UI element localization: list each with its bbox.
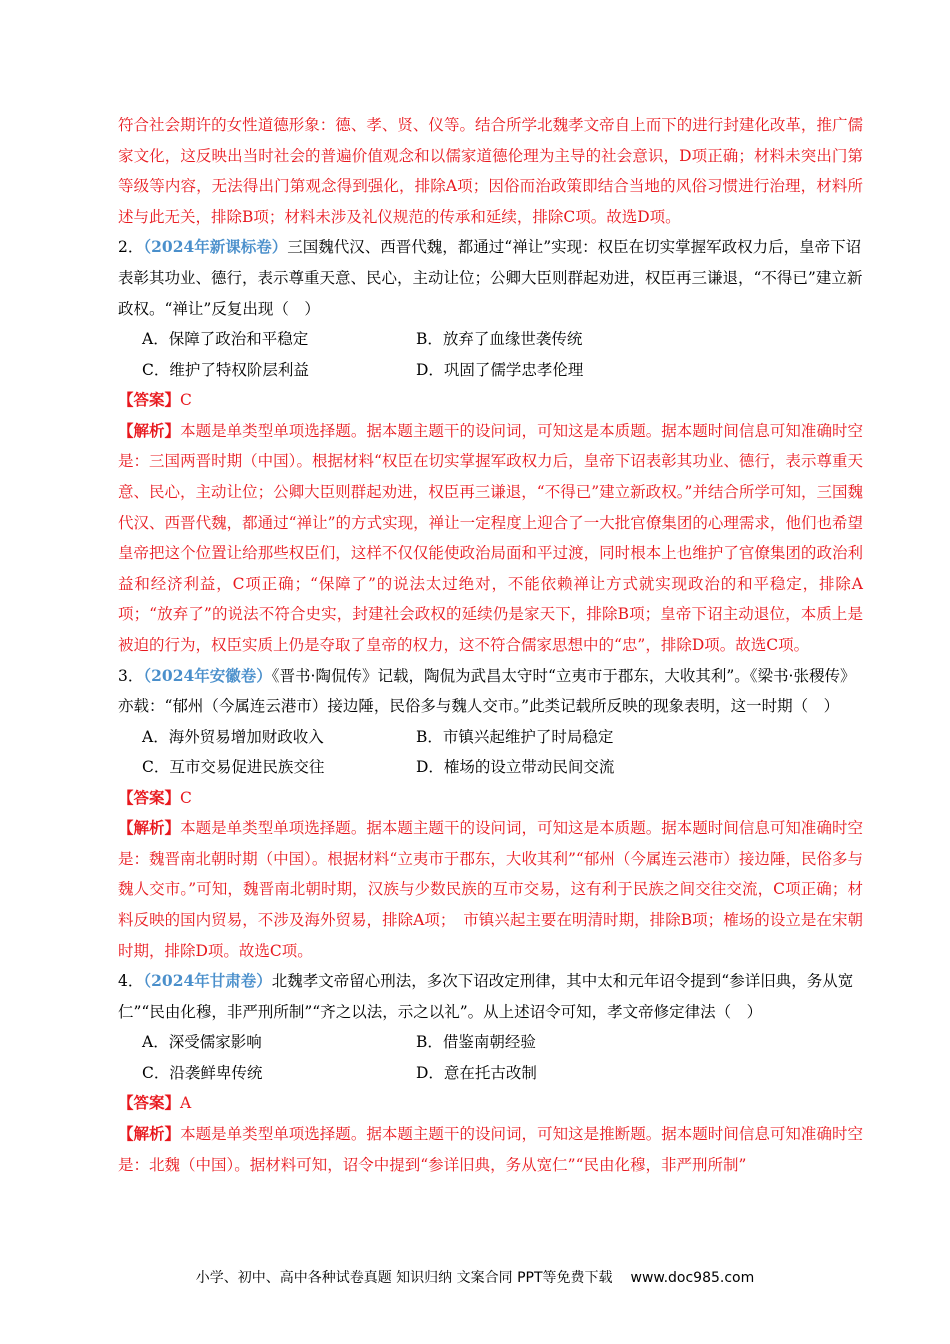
analysis	[118, 813, 863, 966]
analysis-text: 本题是单类型单项选择题。据本题主题干的设问词，可知这是本质题。据本题时间信息可知准确时空是：三国两晋时期（中国）。根据材料“权臣在切实掌握军政权力后，皇帝下诏表彰其功业、德行，表示尊重天意、民心，主动让位；公卿大臣则群起劝进，权臣再三谦退，“不得已”建立新政权。”并结合所学可知，三国魏代汉、西晋代魏，都通过“禅让”的方式实现，禅让一定程度上迎合了一大批官僚集团的心理需求，他们也希望皇帝把这个位置让给那些权臣们，这样不仅仅能使政治局面和平过渡，同时根本上也维护了官僚集团的政治利益和经济利益，C项正确；“保障了”的说法太过绝对，不能依赖禅让方式就实现政治的和平稳定，排除A项；“放弃了”的说法不符合史实，封建社会政权的延续仍是家天下，排除B项；皇帝下诏主动退位，本质上是被迫的行为，权臣实质上仍是夺取了皇帝的权力，这不符合儒家思想中的“忠”，排除D项。故选C项。	[118, 421, 863, 654]
question-number: 2．	[118, 238, 144, 257]
question-text: 《晋书·陶侃传》记载，陶侃为武昌太守时“立夷市于郡东，大收其利”。《梁书·张稷传》亦载：“郁州（今属连云港市）接边陲，民俗多与魏人交市。”此类记载所反映的现象表明，这一时期（ ）	[118, 666, 856, 716]
option-d: D．榷场的设立带动民间交流	[416, 758, 615, 777]
options	[118, 1027, 863, 1088]
page-footer	[0, 1267, 950, 1287]
question-source: （2024年新课标卷）	[143, 237, 288, 257]
option-c: C．维护了特权阶层利益	[142, 360, 309, 379]
options	[118, 324, 863, 385]
option-b: B．市镇兴起维护了时局稳定	[416, 727, 614, 746]
question-stem	[118, 661, 863, 722]
question-number: 3．	[118, 666, 144, 685]
analysis-text: 本题是单类型单项选择题。据本题主题干的设问词，可知这是推断题。据本题时间信息可知准确时空是：北魏（中国）。据材料可知，诏令中提到“参详旧典，务从宽仁”“民由化穆，非严刑所制”	[118, 1125, 863, 1174]
footer-url[interactable]: www.doc985.com	[630, 1270, 755, 1286]
question-4	[118, 966, 863, 1180]
footer-text: 小学、初中、高中各种试卷真题 知识归纳 文案合同 PPT等免费下载	[195, 1270, 613, 1286]
question-text: 三国魏代汉、西晋代魏，都通过“禅让”实现：权臣在切实掌握军政权力后，皇帝下诏表彰其功业、德行，表示尊重天意、民心，主动让位；公卿大臣则群起劝进，权臣再三谦退，“不得已”建立新政权。“禅让”反复出现（ ）	[118, 238, 863, 318]
option-c: C．互市交易促进民族交往	[142, 758, 325, 777]
answer-label: 【答案】	[118, 1093, 181, 1113]
previous-analysis-continuation: 符合社会期许的女性道德形象：德、孝、贤、仪等。结合所学北魏孝文帝自上而下的进行封建化改革，推广儒家文化，这反映出当时社会的普遍价值观念和以儒家道德伦理为主导的社会意识，D项正确；材料未突出门第等级等内容，无法得出门第观念得到强化，排除A项；因俗而治政策即结合当地的风俗习惯进行治理，材料所述与此无关，排除B项；材料未涉及礼仪规范的传承和延续，排除C项。故选D项。	[118, 116, 863, 226]
analysis-label: 【解析】	[118, 818, 181, 838]
question-source: （2024年甘肃卷）	[143, 971, 272, 991]
answer-value: A	[180, 1094, 192, 1113]
answer-line	[118, 1088, 863, 1119]
answer-line	[118, 385, 863, 416]
options	[118, 722, 863, 783]
analysis-label: 【解析】	[118, 1124, 181, 1144]
analysis	[118, 416, 863, 661]
option-a: A．海外贸易增加财政收入	[142, 727, 324, 746]
analysis-text: 本题是单类型单项选择题。据本题主题干的设问词，可知这是本质题。据本题时间信息可知准确时空是：魏晋南北朝时期（中国）。根据材料“立夷市于郡东，大收其利”“郁州（今属连云港市）接边陲，民俗多与魏人交市。”可知，魏晋南北朝时期，汉族与少数民族的互市交易，这有利于民族之间交往交流，C项正确；材料反映的国内贸易，不涉及海外贸易，排除A项； 市镇兴起主要在明清时期，排除B项；榷场的设立是在宋朝时期，排除D项。故选C项。	[118, 819, 863, 960]
option-d: D．意在托古改制	[416, 1064, 537, 1083]
option-a: A．深受儒家影响	[142, 1033, 262, 1052]
option-b: B．借鉴南朝经验	[416, 1033, 536, 1052]
answer-label: 【答案】	[118, 787, 181, 807]
question-source: （2024年安徽卷）	[143, 665, 272, 685]
question-number: 4．	[118, 972, 144, 991]
option-d: D．巩固了儒学忠孝伦理	[416, 360, 584, 379]
analysis-label: 【解析】	[118, 420, 181, 440]
question-text: 北魏孝文帝留心刑法，多次下诏改定刑律，其中太和元年诏令提到“参详旧典，务从宽仁”“民由化穆，非严刑所制”“齐之以法，示之以礼”。从上述诏令可知，孝文帝修定律法（ ）	[118, 972, 854, 1021]
answer-line	[118, 783, 863, 814]
option-a: A．保障了政治和平稳定	[142, 330, 309, 349]
question-stem	[118, 966, 863, 1027]
option-c: C．沿袭鲜卑传统	[142, 1064, 263, 1083]
answer-label: 【答案】	[118, 390, 181, 410]
document-body	[118, 110, 863, 1180]
option-b: B．放弃了血缘世袭传统	[416, 330, 583, 349]
answer-value: C	[180, 788, 192, 807]
question-stem	[118, 232, 863, 324]
question-3	[118, 661, 863, 967]
answer-value: C	[180, 391, 192, 410]
analysis	[118, 1119, 863, 1180]
question-2	[118, 232, 863, 660]
